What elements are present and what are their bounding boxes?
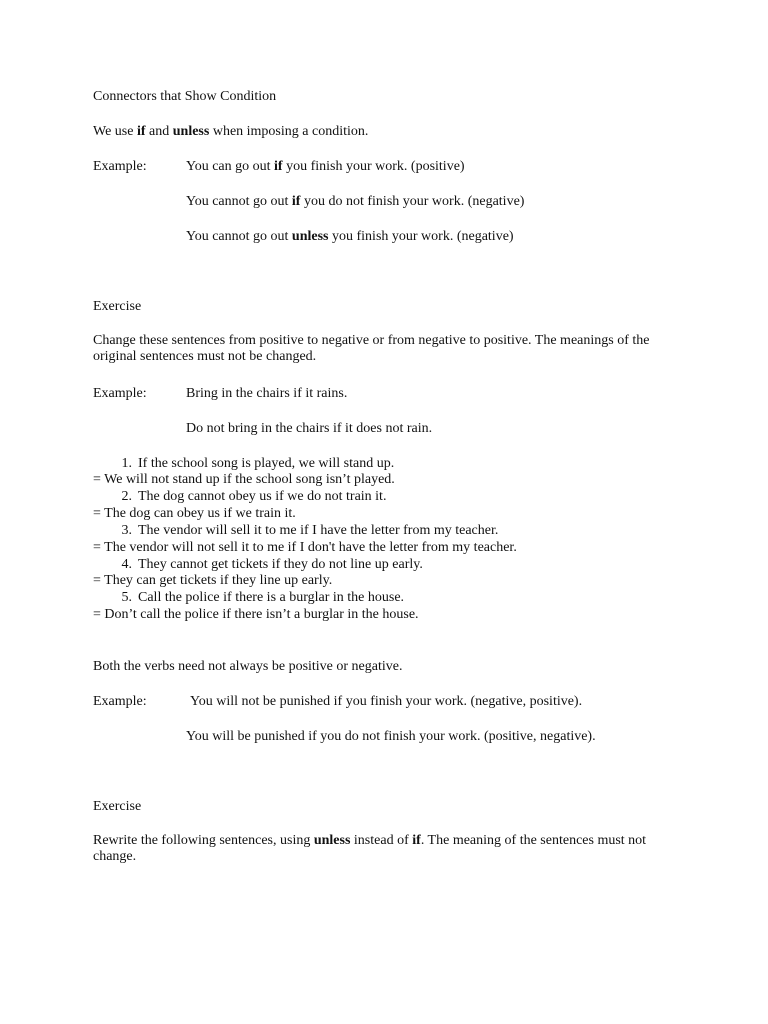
intro-text-1: We use: [93, 124, 137, 139]
sentence-text: You cannot go out: [186, 194, 292, 209]
keyword-unless: unless: [291, 229, 329, 244]
example-sentence-2: You will be punished if you do not finish your work. (positive, negative).: [186, 729, 596, 744]
sentence-text: You cannot go out: [186, 229, 292, 244]
sentence-text: you finish your work. (negative): [328, 229, 514, 244]
example-sentence-1: [186, 158, 465, 175]
list-item-text: Call the police if there is a burglar in the house.: [138, 590, 405, 605]
list-item-answer: = The vendor will not sell it to me if I don't have the letter from my teacher.: [93, 540, 517, 555]
example-sentence-negative: Do not bring in the chairs if it does not rain.: [186, 421, 433, 436]
list-item-answer: = Don’t call the police if there isn’t a burglar in the house.: [93, 607, 419, 622]
keyword-unless: unless: [313, 833, 351, 848]
page-title: Connectors that Show Condition: [93, 89, 277, 104]
intro-text-2: and: [145, 124, 173, 139]
list-item-text: The dog cannot obey us if we do not train it.: [138, 489, 387, 504]
exercise-instruction: Change these sentences from positive to negative or from negative to positive. The meanings of the original sentences must not be changed.: [93, 333, 650, 364]
instruction-text: . The meaning of the sentences must not change.: [93, 833, 647, 864]
intro-text-3: when imposing a condition.: [209, 124, 369, 139]
exercise-instruction: [93, 833, 658, 865]
example-label: Example:: [93, 386, 147, 401]
keyword-unless: unless: [172, 124, 210, 139]
list-item-answer: = They can get tickets if they line up early.: [93, 573, 333, 588]
example-sentence-2: [186, 193, 524, 210]
example-label: Example:: [93, 694, 147, 709]
list-item-text: If the school song is played, we will stand up.: [138, 456, 395, 471]
keyword-if: if: [274, 159, 283, 174]
both-verbs-paragraph: Both the verbs need not always be positive or negative.: [93, 659, 403, 674]
list-item-answer: = The dog can obey us if we train it.: [93, 506, 296, 521]
keyword-if: if: [291, 194, 301, 209]
list-item-number: 3.: [121, 523, 132, 538]
keyword-if: if: [136, 124, 146, 139]
example-sentence-3: [186, 228, 514, 245]
instruction-text: Rewrite the following sentences, using: [93, 833, 314, 848]
example-label: Example:: [93, 159, 147, 174]
example-sentence-1: You will not be punished if you finish your work. (negative, positive).: [190, 694, 583, 709]
list-item-number: 4.: [121, 557, 132, 572]
keyword-if: if: [412, 833, 421, 848]
intro-paragraph: [93, 123, 368, 140]
list-item-number: 2.: [121, 489, 132, 504]
instruction-text: instead of: [350, 833, 413, 848]
sentence-text: you do not finish your work. (negative): [300, 194, 525, 209]
exercise-heading: Exercise: [93, 299, 142, 314]
exercise-heading: Exercise: [93, 799, 142, 814]
list-item-number: 1.: [121, 456, 132, 471]
list-item-text: They cannot get tickets if they do not line up early.: [138, 557, 423, 572]
list-item-answer: = We will not stand up if the school song isn’t played.: [93, 472, 395, 487]
example-sentence-positive: Bring in the chairs if it rains.: [186, 386, 348, 401]
sentence-text: You can go out: [186, 159, 275, 174]
sentence-text: you finish your work. (positive): [282, 159, 465, 174]
list-item-number: 5.: [121, 590, 132, 605]
list-item-text: The vendor will sell it to me if I have the letter from my teacher.: [138, 523, 499, 538]
